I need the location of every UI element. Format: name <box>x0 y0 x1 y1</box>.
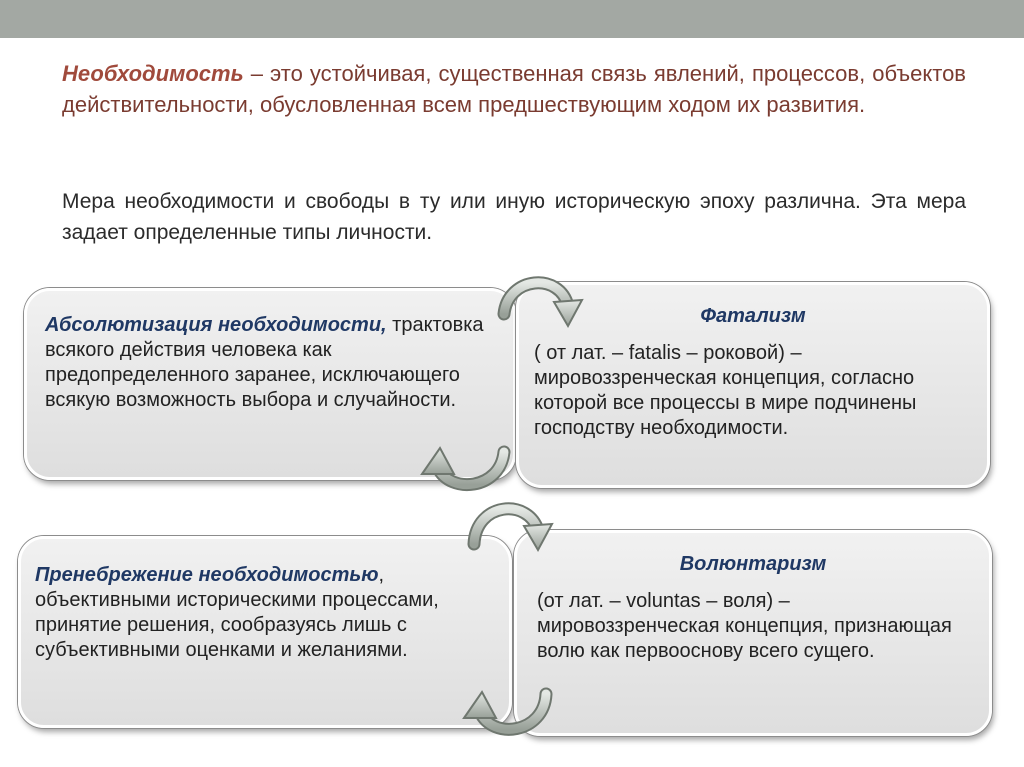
curved-arrow-icon <box>452 686 562 746</box>
absolutization-body: трактовка всякого действия человека как предопределенного заранее, исключающего всякую возможность выбора и случайности. <box>45 314 484 411</box>
curved-arrow-icon <box>490 268 590 338</box>
fatalism-body: ( от лат. – fatalis – роковой) – мировоззренческая концепция, согласно которой все процессы в мире подчинены господству необходимости. <box>534 342 917 439</box>
voluntarism-box <box>514 530 992 736</box>
curved-arrow-icon <box>410 440 520 500</box>
absolutization-text <box>45 313 495 413</box>
neglect-heading: Пренебрежение необходимостью <box>35 564 379 586</box>
absolutization-heading: Абсолютизация необходимости, <box>45 314 387 336</box>
voluntarism-title: Волюнтаризм <box>679 553 827 575</box>
neglect-box <box>18 536 512 728</box>
neglect-text <box>35 563 485 663</box>
neglect-body: , объективными историческими процессами, принятие решения, сообразуясь лишь с субъективными оценками и желаниями. <box>35 564 439 661</box>
curved-arrow-icon <box>460 494 560 560</box>
definition-paragraph <box>62 58 966 120</box>
voluntarism-body: (от лат. – voluntas – воля) – мировоззренческая концепция, признающая волю как первооснову всего сущего. <box>537 590 952 662</box>
intro-paragraph: Мера необходимости и свободы в ту или иную историческую эпоху различна. Эта мера задает определенные типы личности. <box>62 190 966 244</box>
fatalism-title: Фатализм <box>700 305 806 327</box>
definition-term: Необходимость <box>62 61 244 86</box>
top-bar <box>0 0 1024 38</box>
definition-text: – это устойчивая, существенная связь явлений, процессов, объектов действительности, обусловленная всем предшествующим ходом их развития. <box>62 61 966 117</box>
